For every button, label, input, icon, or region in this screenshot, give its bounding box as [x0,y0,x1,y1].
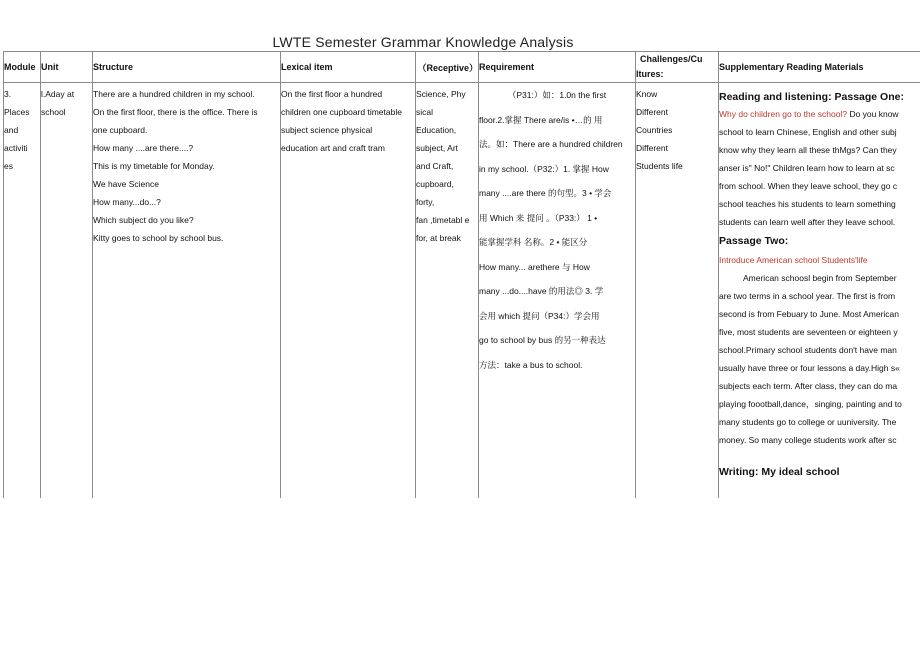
challenges-line: Different [636,143,668,153]
structure-line: How many ....are there....? [93,143,194,153]
challenges-line: Countries [636,125,673,135]
lexical-line: education art and craft tram [281,143,385,153]
writing-heading: Writing: My ideal school [719,466,840,478]
requirement-line: many ....are there 的句型。3 • 学会 [479,188,612,198]
passage-one-line: students can learn well after they leave school. [719,217,896,227]
module-line: activiti [4,143,28,153]
header-challenges-line2: ltures: [636,69,664,79]
passage-two-line: school.Primary school students don't have man [719,345,897,355]
module-line: and [4,125,19,135]
structure-line: How many...do...? [93,197,161,207]
document-title: LWTE Semester Grammar Knowledge Analysis [272,34,574,50]
header-lexical [281,52,416,83]
receptive-line: sical [416,107,434,117]
header-row [4,52,920,83]
requirement-line: 方法：take a bus to school. [479,359,583,370]
structure-line: Kitty goes to school by school bus. [93,233,224,243]
challenges-line: Students life [636,161,683,171]
passage-two-line: American schoosl begin from September [743,273,897,283]
reading-cell [719,83,920,499]
passage-one-line: school to learn Chinese, English and other subj [719,127,897,137]
header-requirement [479,52,636,83]
receptive-cell [416,83,479,499]
passage-one-question: Why do children go to the school? [719,109,848,119]
passage-one-line: from school. When they leave school, they go c [719,181,898,191]
challenges-line: Know [636,89,658,99]
requirement-line: many ...do....have 的用法◎ 3. 学 [479,286,604,296]
requirement-line: 会用 which 提问（P34:）学会用 [479,310,600,321]
receptive-line: cupboard, [416,179,454,189]
structure-line: We have Science [93,179,159,189]
passage-two-heading: Passage Two: [719,235,789,247]
structure-line: On the first floor, there is the office. There is [93,107,258,117]
header-supplementary-label: Supplementary Reading Materials [719,62,864,72]
header-module-label: Module [4,62,36,72]
receptive-line: subject, Art [416,143,459,153]
passage-two-subheading: Introduce American school Students'life [719,255,868,265]
header-requirement-label: Requirement [479,62,535,72]
unit-line: l.Aday at [41,89,75,99]
module-cell [4,83,41,499]
passage-two-line: usually have three or four lessons a day.High s« [719,363,900,373]
header-unit [41,52,93,83]
lexical-line: On the first floor a hundred [281,89,383,99]
structure-line: Which subject do you like? [93,215,194,225]
passage-two-line: are two terms in a school year. The first is from [719,291,896,301]
unit-line: school [41,107,66,117]
header-structure [93,52,281,83]
grammar-analysis-table [3,51,920,498]
header-supplementary [719,52,920,83]
passage-two-line: subjects each term. After class, they can do ma [719,381,898,391]
requirement-line: 用 Which 来 提问 。（P33:） 1 • [479,212,598,223]
requirement-line: （P31:）如：1.0n the first [507,90,607,100]
challenges-cell [636,83,719,499]
requirement-line: 法。如：There are a hundred children [479,139,623,149]
passage-one-line: school teaches his students to learn something [719,199,896,209]
structure-cell [93,83,281,499]
passage-two-line: second is from Febuary to June. Most American [719,309,899,319]
header-unit-label: Unit [41,62,59,72]
header-challenges [636,52,719,83]
requirement-line: go to school by bus 的另一种表达 [479,335,606,345]
receptive-line: Science, Phy [416,89,466,99]
passage-one-heading: Reading and listening: Passage One: [719,91,904,103]
module-line: 3. [4,89,12,99]
receptive-line: for, at break [416,233,461,243]
requirement-line: 能掌握学科 名称。2 • 能区分 [479,237,588,247]
receptive-line: forty, [416,197,435,207]
content-row [4,83,920,499]
passage-one-line: Do you know [849,109,899,119]
header-module [4,52,41,83]
passage-two-line: many students go to college or uuniversity. The [719,417,897,427]
requirement-cell [479,83,636,499]
module-line: es [4,161,13,171]
receptive-line: Education, [416,125,457,135]
passage-two-line: playing foootball,dance，singing, painting and to [719,399,902,409]
header-challenges-line1: Challenges/Cu [640,54,703,64]
passage-one-line: know why they learn all these thMgs? Can they [719,145,897,155]
structure-line: This is my timetable for Monday. [93,161,215,171]
requirement-line: in my school.（P32:）1. 掌握 How [479,163,609,174]
passage-two-line: money. So many college students work after sc [719,435,897,445]
receptive-line: and Craft, [416,161,454,171]
lexical-cell [281,83,416,499]
lexical-line: subject science physical [281,125,373,135]
header-lexical-label: Lexical item [281,62,333,72]
passage-one-line: anser is" No!" Children learn how to learn at sc [719,163,895,173]
passage-one-first-line [719,105,920,123]
header-receptive [416,52,479,83]
requirement-line: floor.2.掌握 There are/is •…的 用 [479,114,603,125]
receptive-line: fan ,timetabl e [416,215,470,225]
passage-two-line: five, most students are seventeen or eighteen y [719,327,898,337]
module-line: Places [4,107,30,117]
header-structure-label: Structure [93,62,134,72]
structure-line: one cupboard. [93,125,148,135]
lexical-line: children one cupboard timetable [281,107,402,117]
challenges-line: Different [636,107,668,117]
structure-line: There are a hundred children in my school. [93,89,255,99]
header-receptive-label: （Receptive） [417,62,478,73]
requirement-line: How many... arethere 与 How [479,261,590,272]
unit-cell [41,83,93,499]
